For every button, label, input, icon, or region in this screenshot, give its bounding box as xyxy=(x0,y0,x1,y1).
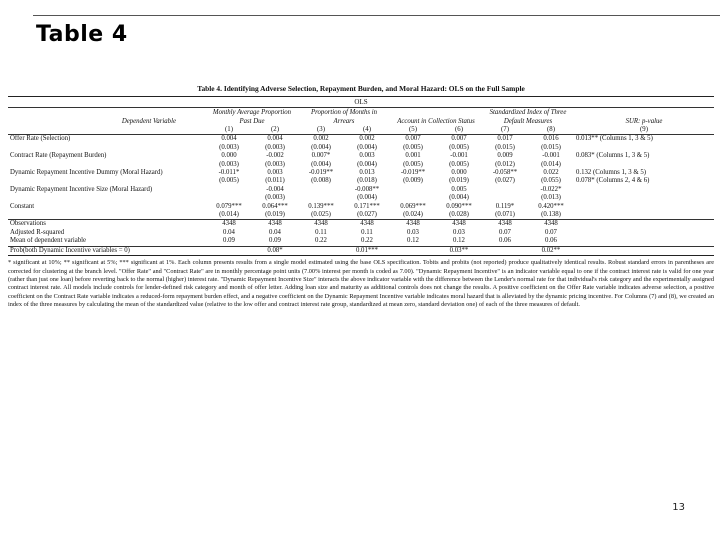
standard-error-cell: (0.005) xyxy=(449,160,469,168)
standard-error-cell: (0.019) xyxy=(265,211,285,219)
standard-error-row xyxy=(8,144,714,152)
coefficient-cell: 0.007 xyxy=(405,135,421,143)
standard-error-row xyxy=(8,177,714,185)
row-label-spacer xyxy=(8,161,206,169)
stat-cell: 0.06 xyxy=(499,237,511,245)
coefficient-cell xyxy=(482,186,528,194)
stat-cell: 0.12 xyxy=(407,237,419,245)
sur-pvalue-cell: 0.078* (Columns 2, 4 & 6) xyxy=(576,177,650,185)
row-label: Offer Rate (Selection) xyxy=(10,135,71,143)
coefficient-row xyxy=(8,152,714,160)
standard-error-cell xyxy=(206,194,252,202)
stat-cell: 4348 xyxy=(344,220,390,229)
dep-var-label: Dependent Variable xyxy=(121,118,176,125)
row-label: Constant xyxy=(10,202,35,210)
standard-error-row xyxy=(8,211,714,220)
summary-stat-row xyxy=(8,220,714,229)
column-number: (9) xyxy=(574,126,714,135)
stat-cell: 4348 xyxy=(390,220,436,229)
summary-stat-row xyxy=(8,237,714,246)
coefficient-cell: -0.004 xyxy=(266,185,284,193)
coefficient-row xyxy=(8,169,714,177)
sur-pvalue-cell xyxy=(574,144,714,152)
coefficient-row xyxy=(8,203,714,211)
standard-error-cell: (0.005) xyxy=(403,143,423,151)
stat-cell: 0.22 xyxy=(361,237,373,245)
standard-error-cell: (0.015) xyxy=(495,143,515,151)
standard-error-cell: (0.027) xyxy=(357,211,377,219)
coefficient-cell: 0.005 xyxy=(451,185,467,193)
stat-cell xyxy=(298,246,344,255)
coefficient-cell: 0.002 xyxy=(313,135,329,143)
coefficient-cell: 0.171*** xyxy=(354,202,380,210)
coefficient-cell: 0.139*** xyxy=(308,202,334,210)
standard-error-cell: (0.019) xyxy=(449,177,469,185)
standard-error-cell: (0.138) xyxy=(541,211,561,219)
group-header-row xyxy=(8,108,714,117)
coefficient-cell: -0.011* xyxy=(218,169,240,177)
standard-error-cell: (0.003) xyxy=(265,143,285,151)
row-label-spacer xyxy=(8,177,206,185)
column-number: (6) xyxy=(436,126,482,135)
column-number: (8) xyxy=(528,126,574,135)
standard-error-cell: (0.014) xyxy=(219,211,239,219)
table-notes: * significant at 10%; ** significant at 5%; *** significant at 1%. Each column presents results from a single model estimated using the base OLS specification. Tobits and probits (not reported) produce qualitatively identical results. Robust standard errors in parentheses are corrected for clustering at the branch level. "Offer Rate" and "Contract Rate" are in monthly percentage point units (7.00% interest per month is coded as 7.00). "Dynamic Repayment Incentive" is an indicator variable equal to one if the contract interest rate is valid for one year (rather than just one loan) before reverting back to the normal (higher) interest rate. "Dynamic Repayment Incentive Size" interacts the above indicator variable with the difference between the Lender's normal rate for that individual's risk category and the experimentally assigned contract interest rate. All models include controls for lender-defined risk category and month of offer letter. Adding loan size and maturity as additional controls does not change the results. A positive coefficient on the Offer Rate variable indicates adverse selection, a positive coefficient on the Contract Rate variable indicates a reduced-form repayment burden effect, and a negative coefficient on the Dynamic Repayment Incentive variable indicates moral hazard that is alleviated by the dynamic pricing incentive. For Columns (7) and (8), we created an index of the three measures by calculating the mean of the standardized value (relative to the low offer and contract interest rate group, standardized at mean zero, standard deviation one) of each of the three measures of default. xyxy=(8,259,714,309)
stat-cell xyxy=(206,246,252,255)
coefficient-cell xyxy=(390,186,436,194)
group-header-4: Standardized Index of Three xyxy=(489,109,567,116)
standard-error-cell xyxy=(390,194,436,202)
column-number: (2) xyxy=(252,126,298,135)
group-header-5-spacer xyxy=(574,108,714,117)
coefficient-cell: 0.004 xyxy=(267,135,283,143)
sur-pvalue-cell xyxy=(574,203,714,211)
table-body xyxy=(8,135,714,255)
coefficient-cell: 0.016 xyxy=(543,135,559,143)
stat-cell: 0.07 xyxy=(545,228,557,236)
coefficient-cell: 0.079*** xyxy=(216,202,242,210)
column-number: (5) xyxy=(390,126,436,135)
summary-stat-row xyxy=(8,229,714,237)
row-label-spacer xyxy=(8,194,206,202)
coefficient-cell: 0.007* xyxy=(311,152,331,160)
standard-error-cell: (0.012) xyxy=(495,160,515,168)
coefficient-row xyxy=(8,186,714,194)
sur-pvalue-cell: 0.132 (Columns 1, 3 & 5) xyxy=(576,169,647,177)
row-label: Adjusted R-squared xyxy=(10,228,65,236)
group-subheader-2: Arrears xyxy=(333,118,355,125)
stat-cell: 0.07 xyxy=(499,228,511,236)
standard-error-row xyxy=(8,194,714,202)
coefficient-cell: -0.019** xyxy=(308,169,334,177)
coefficient-cell xyxy=(298,186,344,194)
stat-cell: 0.02** xyxy=(528,246,574,255)
column-number-spacer xyxy=(8,126,206,135)
standard-error-cell: (0.071) xyxy=(495,211,515,219)
stat-cell: 4348 xyxy=(298,220,344,229)
dep-var-label-spacer xyxy=(8,108,206,117)
standard-error-cell: (0.004) xyxy=(357,160,377,168)
page-number: 13 xyxy=(672,502,685,513)
coefficient-cell: 0.013 xyxy=(359,169,375,177)
coefficient-cell: -0.022* xyxy=(540,185,562,193)
stat-cell xyxy=(574,229,714,237)
regression-table xyxy=(8,108,714,255)
row-label: Observations xyxy=(8,220,206,229)
standard-error-cell: (0.024) xyxy=(403,211,423,219)
standard-error-cell: (0.003) xyxy=(265,160,285,168)
standard-error-cell: (0.008) xyxy=(311,177,331,185)
coefficient-cell: 0.119* xyxy=(495,202,515,210)
standard-error-cell: (0.004) xyxy=(449,194,469,202)
sur-pvalue-cell xyxy=(574,194,714,202)
row-label: Prob(both Dynamic Incentive variables = 0) xyxy=(8,246,206,255)
standard-error-cell: (0.027) xyxy=(495,177,515,185)
stat-cell xyxy=(574,237,714,246)
notes-rule xyxy=(8,255,714,256)
coefficient-cell: 0.000 xyxy=(451,169,467,177)
stat-cell: 0.04 xyxy=(223,228,235,236)
standard-error-cell: (0.055) xyxy=(541,177,561,185)
sur-pvalue-cell xyxy=(574,211,714,220)
group-header-3-spacer xyxy=(390,108,482,117)
sur-pvalue-cell xyxy=(574,186,714,194)
top-rule xyxy=(33,15,720,16)
group-header-5: SUR: p-value xyxy=(625,118,663,125)
stat-cell: 4348 xyxy=(528,220,574,229)
standard-error-cell: (0.018) xyxy=(357,177,377,185)
coefficient-cell: -0.002 xyxy=(266,152,284,160)
stat-cell: 0.03** xyxy=(436,246,482,255)
group-subheader-1: Past Due xyxy=(239,118,265,125)
stat-cell: 0.22 xyxy=(315,237,327,245)
coefficient-cell: -0.001 xyxy=(542,152,560,160)
standard-error-cell: (0.005) xyxy=(403,160,423,168)
table-caption: Table 4. Identifying Adverse Selection, Repayment Burden, and Moral Hazard: OLS on the Full Sample xyxy=(197,84,525,93)
stat-cell: 0.09 xyxy=(223,237,235,245)
coefficient-cell: -0.058** xyxy=(492,169,518,177)
standard-error-cell: (0.011) xyxy=(265,177,285,185)
column-number: (3) xyxy=(298,126,344,135)
standard-error-row xyxy=(8,161,714,169)
stat-cell xyxy=(482,246,528,255)
stat-cell: 0.03 xyxy=(453,228,465,236)
standard-error-cell: (0.005) xyxy=(219,177,239,185)
standard-error-cell: (0.004) xyxy=(357,143,377,151)
stat-cell: 0.08* xyxy=(252,246,298,255)
sur-pvalue-cell xyxy=(574,161,714,169)
sur-pvalue-cell: 0.083* (Columns 1, 3 & 5) xyxy=(576,152,650,160)
stat-cell: 0.04 xyxy=(269,228,281,236)
group-header-1: Monthly Average Proportion xyxy=(212,109,292,116)
stat-cell xyxy=(574,246,714,255)
stat-cell: 0.01*** xyxy=(344,246,390,255)
coefficient-cell xyxy=(206,186,252,194)
column-number-row xyxy=(8,126,714,135)
coefficient-cell: 0.064*** xyxy=(262,202,288,210)
coefficient-cell: -0.001 xyxy=(450,152,468,160)
group-header-2: Proportion of Months in xyxy=(310,109,378,116)
standard-error-cell: (0.025) xyxy=(311,211,331,219)
standard-error-cell: (0.009) xyxy=(403,177,423,185)
stat-cell: 0.12 xyxy=(453,237,465,245)
column-number: (4) xyxy=(344,126,390,135)
stat-cell: 4348 xyxy=(482,220,528,229)
row-label-spacer xyxy=(8,211,206,220)
stat-cell: 0.09 xyxy=(269,237,281,245)
coefficient-cell: 0.004 xyxy=(221,135,237,143)
coefficient-cell: 0.009 xyxy=(497,152,513,160)
row-label: Mean of dependent variable xyxy=(10,237,87,245)
slide-title: Table 4 xyxy=(36,22,128,47)
coefficient-cell: 0.017 xyxy=(497,135,513,143)
row-label-spacer xyxy=(8,144,206,152)
standard-error-cell: (0.004) xyxy=(311,160,331,168)
standard-error-cell: (0.003) xyxy=(219,160,239,168)
coefficient-cell: 0.002 xyxy=(359,135,375,143)
stat-cell: 0.11 xyxy=(361,228,373,236)
stat-cell: 4348 xyxy=(436,220,482,229)
standard-error-cell: (0.004) xyxy=(357,194,377,202)
ols-label: OLS xyxy=(354,98,368,106)
coefficient-cell: 0.003 xyxy=(267,169,283,177)
summary-stat-row xyxy=(8,246,714,255)
standard-error-cell: (0.005) xyxy=(449,143,469,151)
stat-cell: 0.03 xyxy=(407,228,419,236)
standard-error-cell: (0.015) xyxy=(541,143,561,151)
row-label: Dynamic Repayment Incentive Dummy (Moral Hazard) xyxy=(10,169,163,177)
stat-cell: 0.06 xyxy=(545,237,557,245)
column-number: (7) xyxy=(482,126,528,135)
standard-error-cell: (0.013) xyxy=(541,194,561,202)
stat-cell: 4348 xyxy=(206,220,252,229)
coefficient-cell: 0.000 xyxy=(221,152,237,160)
column-number: (1) xyxy=(206,126,252,135)
coefficient-cell: 0.090*** xyxy=(446,202,472,210)
standard-error-cell: (0.004) xyxy=(311,143,331,151)
coefficient-cell: 0.001 xyxy=(405,152,421,160)
standard-error-cell: (0.003) xyxy=(219,143,239,151)
standard-error-cell: (0.028) xyxy=(449,211,469,219)
stat-cell: 0.11 xyxy=(315,228,327,236)
row-label: Contract Rate (Repayment Burden) xyxy=(10,152,107,160)
coefficient-row xyxy=(8,135,714,144)
coefficient-cell: -0.019** xyxy=(400,169,426,177)
coefficient-cell: 0.003 xyxy=(359,152,375,160)
standard-error-cell: (0.003) xyxy=(265,194,285,202)
coefficient-cell: 0.069*** xyxy=(400,202,426,210)
group-subheader-row xyxy=(8,117,714,126)
stat-cell: 4348 xyxy=(252,220,298,229)
regression-table-figure xyxy=(8,84,714,310)
group-subheader-4: Default Measures xyxy=(503,118,553,125)
stat-cell xyxy=(574,220,714,229)
sur-pvalue-cell: 0.013** (Columns 1, 3 & 5) xyxy=(576,135,653,143)
stat-cell xyxy=(390,246,436,255)
standard-error-cell xyxy=(298,194,344,202)
standard-error-cell xyxy=(482,194,528,202)
group-header-3: Account in Collection Status xyxy=(397,118,475,125)
coefficient-cell: -0.008** xyxy=(354,185,380,193)
standard-error-cell: (0.014) xyxy=(541,160,561,168)
coefficient-cell: 0.007 xyxy=(451,135,467,143)
row-label: Dynamic Repayment Incentive Size (Moral Hazard) xyxy=(10,185,153,193)
coefficient-cell: 0.022 xyxy=(543,169,559,177)
coefficient-cell: 0.420*** xyxy=(538,202,564,210)
